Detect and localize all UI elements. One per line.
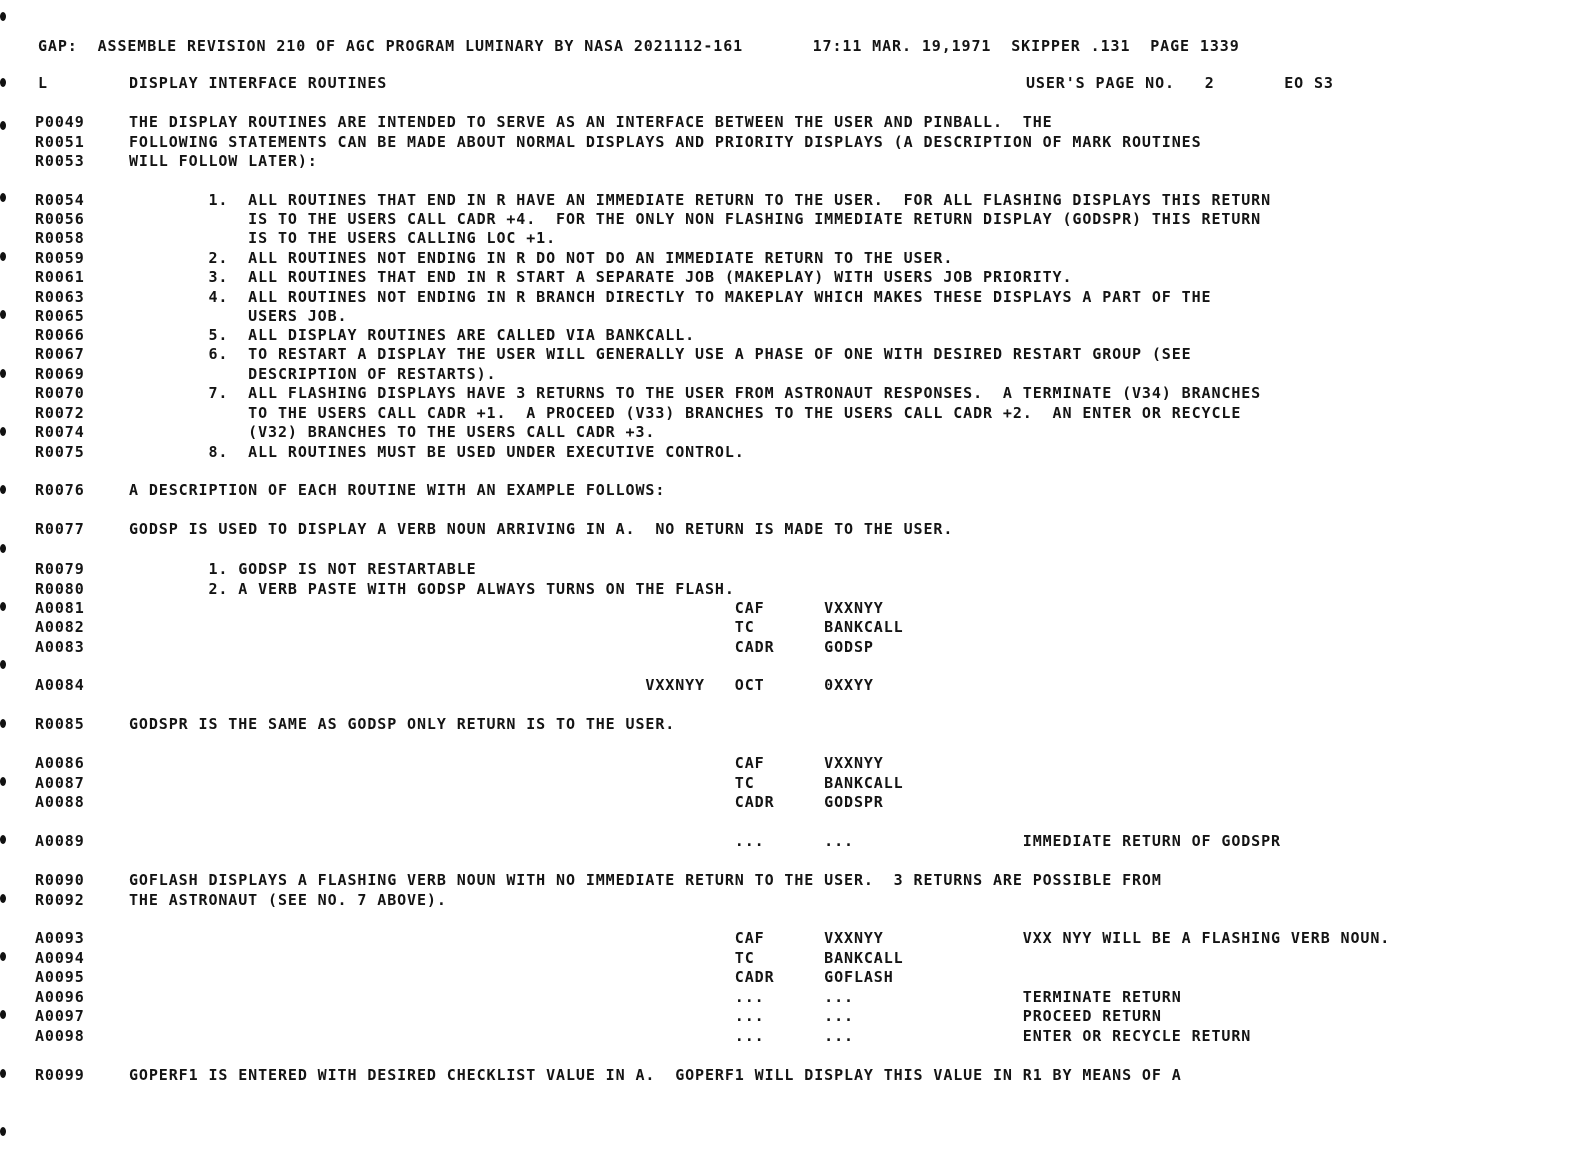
punch-hole-mark [0,952,6,961]
punch-hole-mark [0,602,6,611]
listing-line: GODSP IS USED TO DISPLAY A VERB NOUN ARRIVING IN A. NO RETURN IS MADE TO THE USER. [129,520,954,538]
punch-hole-mark [0,1010,6,1019]
line-label: A0086 [35,754,85,772]
line-label: R0072 [35,404,85,422]
listing-line: 5. ALL DISPLAY ROUTINES ARE CALLED VIA BANKCALL. [129,326,696,344]
line-label: R0053 [35,152,85,170]
punch-hole-mark [0,835,6,844]
line-label: A0081 [35,599,85,617]
line-label: A0089 [35,832,85,850]
listing-line: 6. TO RESTART A DISPLAY THE USER WILL GENERALLY USE A PHASE OF ONE WITH DESIRED RESTART GROUP (SEE [129,345,1192,363]
line-label: R0061 [35,268,85,286]
listing-line: GODSPR IS THE SAME AS GODSP ONLY RETURN IS TO THE USER. [129,715,676,733]
line-label: R0054 [35,191,85,209]
listing-line: CAF VXXNYY [129,754,884,772]
listing-line: WILL FOLLOW LATER): [129,152,318,170]
listing-line: GOFLASH DISPLAYS A FLASHING VERB NOUN WITH NO IMMEDIATE RETURN TO THE USER. 3 RETURNS ARE POSSIBLE FROM [129,871,1162,889]
punch-hole-mark [0,121,6,130]
listing-line: IS TO THE USERS CALL CADR +4. FOR THE ONLY NON FLASHING IMMEDIATE RETURN DISPLAY (GODSPR) THIS RETURN [129,210,1262,228]
listing-line: CADR GODSPR [129,793,884,811]
listing-line: ... ... PROCEED RETURN [129,1007,1162,1025]
punch-hole-mark [0,427,6,436]
listing-line: 3. ALL ROUTINES THAT END IN R START A SEPARATE JOB (MAKEPLAY) WITH USERS JOB PRIORITY. [129,268,1073,286]
listing-line: IS TO THE USERS CALLING LOC +1. [129,229,557,247]
punch-hole-mark [0,485,6,494]
punch-hole-mark [0,719,6,728]
line-label: R0069 [35,365,85,383]
line-label: R0066 [35,326,85,344]
line-label: R0090 [35,871,85,889]
line-label: R0075 [35,443,85,461]
punch-hole-mark [0,193,6,202]
line-label: A0098 [35,1027,85,1045]
line-label: R0074 [35,423,85,441]
section-code: L [38,74,48,92]
line-label: R0076 [35,481,85,499]
users-page-number: USER'S PAGE NO. 2 EO S3 [1026,74,1334,92]
punch-hole-mark [0,1069,6,1078]
listing-line: 2. ALL ROUTINES NOT ENDING IN R DO NOT DO AN IMMEDIATE RETURN TO THE USER. [129,249,954,267]
listing-line: 7. ALL FLASHING DISPLAYS HAVE 3 RETURNS TO THE USER FROM ASTRONAUT RESPONSES. A TERMINATE (V34) BRANCHES [129,384,1262,402]
listing-line: TO THE USERS CALL CADR +1. A PROCEED (V33) BRANCHES TO THE USERS CALL CADR +2. AN ENTER OR RECYCLE [129,404,1242,422]
punch-hole-mark [0,894,6,903]
line-label: R0079 [35,560,85,578]
punch-hole-mark [0,12,6,21]
listing-line: CADR GOFLASH [129,968,894,986]
line-label: R0085 [35,715,85,733]
line-label: R0056 [35,210,85,228]
listing-line: ... ... ENTER OR RECYCLE RETURN [129,1027,1252,1045]
line-label: A0088 [35,793,85,811]
line-label: A0084 [35,676,85,694]
listing-line: FOLLOWING STATEMENTS CAN BE MADE ABOUT NORMAL DISPLAYS AND PRIORITY DISPLAYS (A DESCRIPTION OF MARK ROUTINES [129,133,1202,151]
line-label: R0063 [35,288,85,306]
punch-hole-mark [0,660,6,669]
listing-line: TC BANKCALL [129,618,904,636]
line-label: R0059 [35,249,85,267]
listing-line: CADR GODSP [129,638,874,656]
listing-line: CAF VXXNYY VXX NYY WILL BE A FLASHING VERB NOUN. [129,929,1391,947]
listing-line: TC BANKCALL [129,949,904,967]
listing-line: A DESCRIPTION OF EACH ROUTINE WITH AN EXAMPLE FOLLOWS: [129,481,666,499]
line-label: A0093 [35,929,85,947]
listing-line: TC BANKCALL [129,774,904,792]
punch-hole-mark [0,369,6,378]
line-label: R0080 [35,580,85,598]
line-label: A0096 [35,988,85,1006]
listing-line: THE DISPLAY ROUTINES ARE INTENDED TO SERVE AS AN INTERFACE BETWEEN THE USER AND PINBALL. THE [129,113,1053,131]
line-label: A0087 [35,774,85,792]
listing-line: 4. ALL ROUTINES NOT ENDING IN R BRANCH DIRECTLY TO MAKEPLAY WHICH MAKES THESE DISPLAYS A PART OF THE [129,288,1212,306]
punch-hole-mark [0,544,6,553]
listing-line: DESCRIPTION OF RESTARTS). [129,365,497,383]
punch-hole-mark [0,310,6,319]
listing-line: VXXNYY OCT 0XXYY [129,676,874,694]
line-label: R0092 [35,891,85,909]
listing-line: THE ASTRONAUT (SEE NO. 7 ABOVE). [129,891,447,909]
punch-hole-mark [0,252,6,261]
listing-line: 8. ALL ROUTINES MUST BE USED UNDER EXECUTIVE CONTROL. [129,443,745,461]
listing-line: 2. A VERB PASTE WITH GODSP ALWAYS TURNS ON THE FLASH. [129,580,735,598]
line-label: A0097 [35,1007,85,1025]
assembly-header: GAP: ASSEMBLE REVISION 210 OF AGC PROGRAM LUMINARY BY NASA 2021112-161 17:11 MAR. 19,1971 SKIPPER .131 PAGE 1339 [38,37,1240,55]
section-title: DISPLAY INTERFACE ROUTINES [129,74,388,92]
line-label: A0082 [35,618,85,636]
punch-hole-mark [0,777,6,786]
listing-line: 1. GODSP IS NOT RESTARTABLE [129,560,477,578]
line-label: R0051 [35,133,85,151]
line-label: A0083 [35,638,85,656]
listing-line: GOPERF1 IS ENTERED WITH DESIRED CHECKLIST VALUE IN A. GOPERF1 WILL DISPLAY THIS VALUE IN R1 BY MEANS OF A [129,1066,1182,1084]
line-label: R0067 [35,345,85,363]
listing-line: ... ... TERMINATE RETURN [129,988,1182,1006]
line-label: A0095 [35,968,85,986]
punch-hole-mark [0,78,6,87]
line-label: R0077 [35,520,85,538]
line-label: R0058 [35,229,85,247]
line-label: A0094 [35,949,85,967]
listing-line: (V32) BRANCHES TO THE USERS CALL CADR +3. [129,423,656,441]
listing-line: USERS JOB. [129,307,348,325]
line-label: R0099 [35,1066,85,1084]
line-label: R0070 [35,384,85,402]
listing-line: 1. ALL ROUTINES THAT END IN R HAVE AN IMMEDIATE RETURN TO THE USER. FOR ALL FLASHING DISPLAYS THIS RETURN [129,191,1272,209]
line-label: P0049 [35,113,85,131]
punch-hole-mark [0,1127,6,1136]
line-label: R0065 [35,307,85,325]
listing-line: CAF VXXNYY [129,599,884,617]
listing-line: ... ... IMMEDIATE RETURN OF GODSPR [129,832,1281,850]
